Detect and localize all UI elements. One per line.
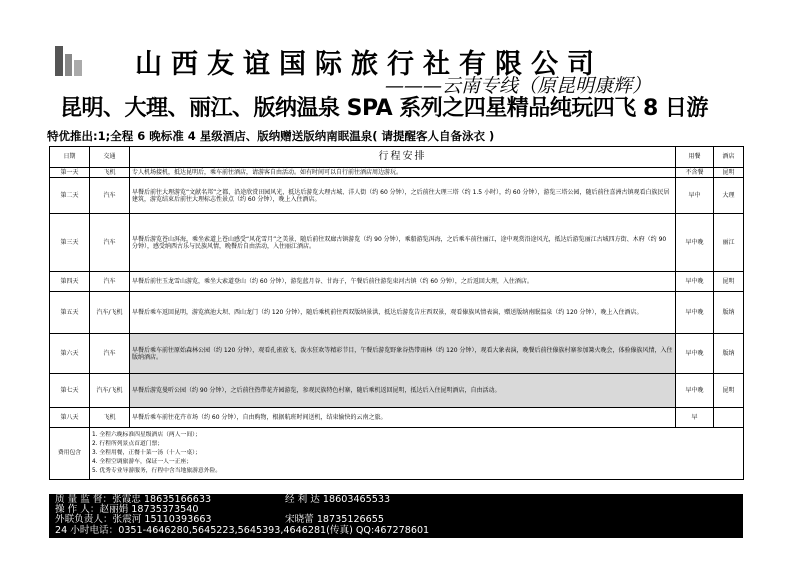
transport-cell: 汽车 (90, 178, 130, 214)
table-row (50, 374, 744, 408)
table-header-row (50, 147, 744, 168)
transport-cell: 汽车 (90, 272, 130, 292)
notes-row (50, 428, 744, 480)
schedule-cell: 早餐后游览苍山洱海，乘坐索道上苍山感受“风花雪月”之美景，随后前往双廊古镇游览（约 90 分钟），乘船游览洱海，之后乘车前往丽江，途中观赏沿途风光，抵达后游览丽江古城四方街、木府（约 90 分钟），感受纳西古乐与民族风情，晚餐后自由活动，入住丽江酒店。 (130, 214, 676, 272)
day-cell: 第四天 (50, 272, 90, 292)
header-meals: 用餐 (676, 147, 714, 168)
header-date: 日期 (50, 147, 90, 168)
schedule-cell: 早餐后前往玉龙雪山游览，乘坐大索道登山（约 60 分钟），游览蓝月谷、甘海子，午餐后前往游览束河古镇（约 60 分钟），之后返回大理，入住酒店。 (130, 272, 676, 292)
table-row (50, 292, 744, 334)
itinerary-sheet (49, 146, 743, 519)
meals-cell: 早 (676, 408, 714, 428)
table-row (50, 214, 744, 272)
meals-cell: 早中晚 (676, 292, 714, 334)
day-cell: 第五天 (50, 292, 90, 334)
tour-title: 昆明、大理、丽江、版纳温泉 SPA 系列之四星精品纯玩四飞 8 日游 (60, 96, 708, 121)
transport-cell: 飞机 (90, 168, 130, 178)
hotel-cell: 丽江 (714, 214, 744, 272)
hotel-cell: 昆明 (714, 374, 744, 408)
route-name: 云南专线（原昆明康辉） (442, 75, 652, 97)
table-row (50, 168, 744, 178)
special-offer: 特优推出:1;全程 6 晚标准 4 星级酒店、版纳赠送版纳南眠温泉( 请提醒客人自备泳衣 ) (47, 129, 495, 143)
meals-cell: 早中晚 (676, 214, 714, 272)
meals-cell: 不含餐 (676, 168, 714, 178)
table-row (50, 408, 744, 428)
schedule-cell: 早餐后乘车前往原始森林公园（约 120 分钟），观看孔雀放飞、泼水狂欢等精彩节目，午餐后游览野象谷热带雨林（约 120 分钟），观看大象表演，晚餐后前往傣族村寨参加篝火晚会，体验傣族风情，入住版纳酒店。 (130, 334, 676, 374)
transport-cell: 汽车 (90, 334, 130, 374)
operator: 操 作 人：赵丽娟 18735373540 (55, 504, 199, 516)
itinerary-table (49, 146, 744, 480)
header-transport: 交通 (90, 147, 130, 168)
hotel-cell: 昆明 (714, 272, 744, 292)
schedule-cell: 专人机场接机，抵达昆明后，乘车前往酒店，请游客自由活动。如有时间可以自行前往酒店周边游玩。 (130, 168, 676, 178)
header-hotel: 酒店 (714, 147, 744, 168)
note-line: 4. 全程空调旅游车，保证一人一正座； (92, 459, 193, 466)
footer-hotline: 24 小时电话：0351-4646280,5645223,5645393,4646281(传真) QQ:467278601 (55, 524, 430, 536)
transport-cell: 飞机 (90, 408, 130, 428)
schedule-cell: 早餐后前往大理游览“文献名邦”之都，沿途欣赏田园风光，抵达后游览大理古城、洋人街（约 60 分钟），之后前往大理三塔（约 1.5 小时），约 60 分钟），游览三塔公园，随后前往喜洲古镇观看白族民居建筑，游览结束后前往大理标志性景点（约 60 分钟），晚上入住酒店。 (130, 178, 676, 214)
schedule-cell: 早餐后游览曼听公园（约 90 分钟），之后前往热带花卉园游览，参观民族特色村寨，随后乘机返回昆明，抵达后入住昆明酒店，自由活动。 (130, 374, 676, 408)
day-cell: 第一天 (50, 168, 90, 178)
quality-supervisor: 质 量 监 督：张霞忠 18635166633 (55, 494, 212, 505)
transport-cell: 汽车 (90, 214, 130, 272)
company-name: 山西友谊国际旅行社有限公司 (135, 49, 603, 80)
meals-cell: 早中晚 (676, 334, 714, 374)
meals-cell: 早中晚 (676, 272, 714, 292)
day-cell: 第二天 (50, 178, 90, 214)
note-line: 2. 行程所列景点首道门票； (92, 441, 164, 448)
header-schedule: 行程安排 (130, 147, 676, 168)
table-row (50, 334, 744, 374)
liaison-2: 宋晓蕾 18735126655 (285, 514, 384, 526)
transport-cell: 汽车/飞机 (90, 292, 130, 334)
hotel-cell (714, 408, 744, 428)
hotel-cell: 大理 (714, 178, 744, 214)
note-line: 3. 全程用餐，正餐十菜一汤（十人一桌）； (92, 450, 201, 457)
meals-cell: 早中 (676, 178, 714, 214)
notes-cell (90, 428, 744, 480)
hotel-cell: 昆明 (714, 168, 744, 178)
hotel-cell: 版纳 (714, 292, 744, 334)
meals-cell: 早中晚 (676, 374, 714, 408)
schedule-cell: 早餐后乘车返回昆明，游览滇池大坝、西山龙门（约 120 分钟），随后乘机前往西双版纳景洪，抵达后游览告庄西双景，观看傣族风情表演，赠送版纳南眠温泉（约 120 分钟），晚上入住酒店。 (130, 292, 676, 334)
day-cell: 第八天 (50, 408, 90, 428)
schedule-cell: 早餐后乘车前往花卉市场（约 60 分钟），自由购物，根据航班时间送机，结束愉快的云南之旅。 (130, 408, 676, 428)
hotel-cell: 版纳 (714, 334, 744, 374)
liaison: 外联负责人：张震河 15110393663 (55, 514, 212, 526)
route-prefix: ——— (385, 75, 442, 97)
contact-footer (49, 494, 743, 538)
notes-label: 费用包含 (50, 428, 90, 480)
supervisor-2: 经 利 达 18603465533 (285, 494, 391, 505)
note-line: 5. 优秀专业导游服务，行程中含当地旅游意外险。 (92, 468, 222, 475)
company-logo (52, 44, 86, 78)
day-cell: 第六天 (50, 334, 90, 374)
table-row (50, 272, 744, 292)
transport-cell: 汽车/飞机 (90, 374, 130, 408)
note-line: 1. 全程六晚标准四星级酒店（两人一间）； (92, 432, 201, 439)
table-row (50, 178, 744, 214)
day-cell: 第七天 (50, 374, 90, 408)
day-cell: 第三天 (50, 214, 90, 272)
